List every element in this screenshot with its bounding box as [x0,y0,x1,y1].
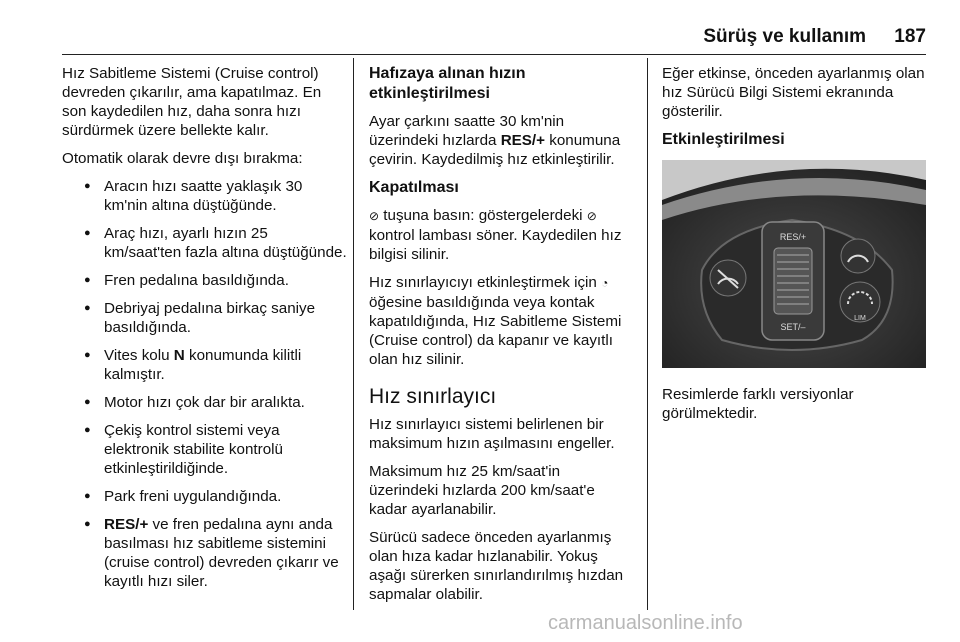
page-number: 187 [894,26,926,47]
limiter-paragraph: Hız sınırlayıcıyı etkinleştirmek için ◔ öğesine basıldığında veya kontak kapatıldığında, Hız Sabitleme Sistemi (Cruise control) da kapanır ve kayıtlı olan hız silinir. [369,274,622,368]
photo-res-label: RES/+ [779,232,807,242]
steering-wheel-controls-photo [662,160,926,368]
gear-n-text: Vites kolu N konumunda kilitli kalmıştır. [104,347,302,383]
auto-off-heading: Otomatik olarak devre dışı bırakma: [62,150,303,167]
header-rule [62,54,926,55]
list-item-res: ● RES/+ ve fren pedalına aynı anda basılması hız sabitleme sistemini (cruise control) devreden çıkarır ve kayıtlı hızı siler. [62,515,348,591]
section-heading: Hafızaya alınan hızın etkinleştirilmesi [369,65,526,102]
page-title: Sürüş ve kullanım [703,26,866,47]
speed-limiter-icon: ◔ [601,276,609,290]
list-item: ● Aracın hızı saatte yaklaşık 30 km'nin altına düştüğünde. [62,177,348,215]
res-label: RES/+ [500,132,546,149]
off-paragraph: ⊘ tuşuna basın: göstergelerdeki ⊘ kontrol lambası söner. Kaydedilen hız bilgisi silinir. [369,207,622,263]
list-item: ● Motor hızı çok dar bir aralıkta. [62,393,348,412]
column-divider [647,58,648,610]
list-item: ● Araç hızı, ayarlı hızın 25 km/saat'ten fazla altına düştüğünde. [62,224,348,262]
list-item: ● Debriyaj pedalına birkaç saniye basıldığında. [62,299,348,337]
paragraph: Eğer etkinse, önceden ayarlanmış olan hız Sürücü Bilgi Sistemi ekranında gösterilir. [662,65,925,120]
list-item-gear [62,346,348,384]
photo-caption: Resimlerde farklı versiyonlar görülmektedir. [662,386,854,422]
photo-lim-label: LIM [854,315,866,322]
watermark-text: carmanualsonline.info [548,612,743,634]
resume-paragraph: Ayar çarkını saatte 30 km'nin üzerindeki hızlarda RES/+ konumuna çevirin. Kaydedilmiş hız etkinleştirilir. [369,113,621,168]
list-item: ● Park freni uygulandığında. [62,487,348,506]
paragraph: Hız sınırlayıcı sistemi belirlenen bir maksimum hızın aşılmasını engeller. [369,416,615,452]
list-item: ● Fren pedalına basıldığında. [62,271,348,290]
section-heading: Kapatılması [369,179,459,196]
section-title: Hız sınırlayıcı [369,385,497,408]
column-divider [353,58,354,610]
intro-paragraph: Hız Sabitleme Sistemi (Cruise control) devreden çıkarılır, ama kapatılmaz. En son kaydedilen hız, daha sonra hızı sürdürmek üzere bellekte kalır. [62,65,322,139]
column-middle [369,64,633,613]
column-left [62,64,348,600]
cruise-off-icon: ⊘ [586,209,597,223]
paragraph: Sürücü sadece önceden ayarlanmış olan hıza kadar hızlanabilir. Yokuş aşağı sürerken sınırlandırılmış hızdan sapmalar olabilir. [369,529,624,603]
section-heading: Etkinleştirilmesi [662,131,785,148]
page-header [62,26,926,54]
photo-set-label: SET/– [780,322,806,332]
list-item: ● Çekiş kontrol sistemi veya elektronik stabilite kontrolü etkinleştirildiğinde. [62,421,348,478]
column-right [662,64,926,432]
cruise-off-icon: ⊘ [369,209,380,223]
auto-off-list [62,177,348,591]
paragraph: Maksimum hız 25 km/saat'in üzerindeki hızlarda 200 km/saat'e kadar ayarlanabilir. [369,463,595,518]
